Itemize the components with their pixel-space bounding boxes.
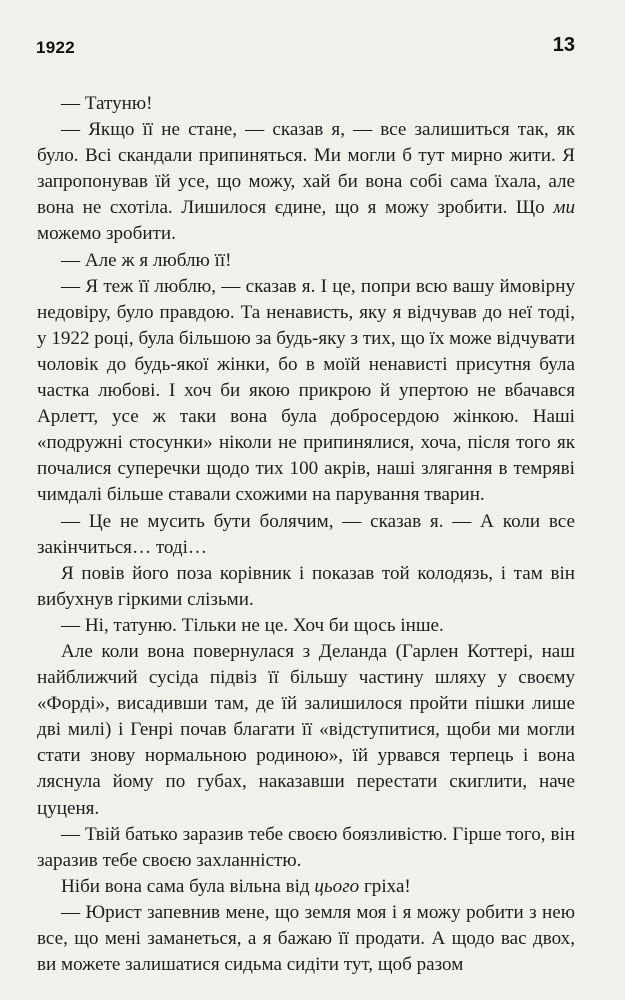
paragraph: Але коли вона повернулася з Деланда (Гарлен Коттері, наш найближчий сусіда підвіз її більшу частину шляху у своєму «Форді», висадивши там, де їй залишилося пройти пішки лише дві милі) і Генрі почав благати її «відступитися, щоби ми могли стати знову нормальною родиною», їй урвався терпець і вона ляснула йому по губах, наказавши перестати скиглити, наче цуценя. [37,640,575,819]
paragraph: Ніби вона сама була вільна від цього гріха! [61,875,411,897]
paragraph: — Татуню! [61,93,153,114]
paragraph: — Якщо її не стане, — сказав я, — все залишиться так, як було. Всі скандали припиняться. Ми могли б тут мирно жити. Я запропонував їй усе, що можу, хай би вона собі сама їхала, але вона не схотіла. Лишилося єдине, що я можу зробити. Що ми можемо зробити. [37,119,575,245]
paragraph: — Я теж її люблю, — сказав я. І це, попри всю вашу ймовірну недовіру, було правдою. Та ненависть, яку я відчував до неї тоді, у 1922 році, була більшою за будь-яку з тих, що їх може відчувати чоловік до будь-якої жінки, бо в моїй ненависті присутня була частка любові. І хоч би якою прикрою й упертою не вбачався Арлетт, усе ж таки вона була добросердою жінкою. Наші «подружні стосунки» ніколи не припинялися, хоча, після того як почалися суперечки щодо тих 100 акрів, наші злягання в темряві чимдалі більше ставали схожими на парування тварин. [37,275,575,506]
paragraph: — Ні, татуню. Тільки не це. Хоч би щось інше. [61,614,444,636]
running-title: 1922 [36,38,76,57]
page-number: 13 [552,34,575,56]
paragraph: — Це не мусить бути болячим, — сказав я. — А коли все закінчиться… тоді… [37,510,575,558]
paragraph: — Але ж я люблю її! [61,249,232,271]
page-header [36,34,575,62]
paragraph: — Юрист запевнив мене, що земля моя і я можу робити з нею все, що мені заманеться, а я бажаю її продати. А щодо вас двох, ви можете залишатися сидьма сидіти тут, щоб разом [37,901,575,976]
emphasis-text: цього [314,875,360,897]
body-text [37,91,575,978]
paragraph: — Твій батько заразив тебе своєю боязливістю. Гірше того, він заразив тебе своєю захланністю. [37,823,575,871]
paragraph: Я повів його поза корівник і показав той колодязь, і там він вибухнув гіркими слізьми. [37,562,575,610]
emphasis-text: ми [553,197,575,219]
